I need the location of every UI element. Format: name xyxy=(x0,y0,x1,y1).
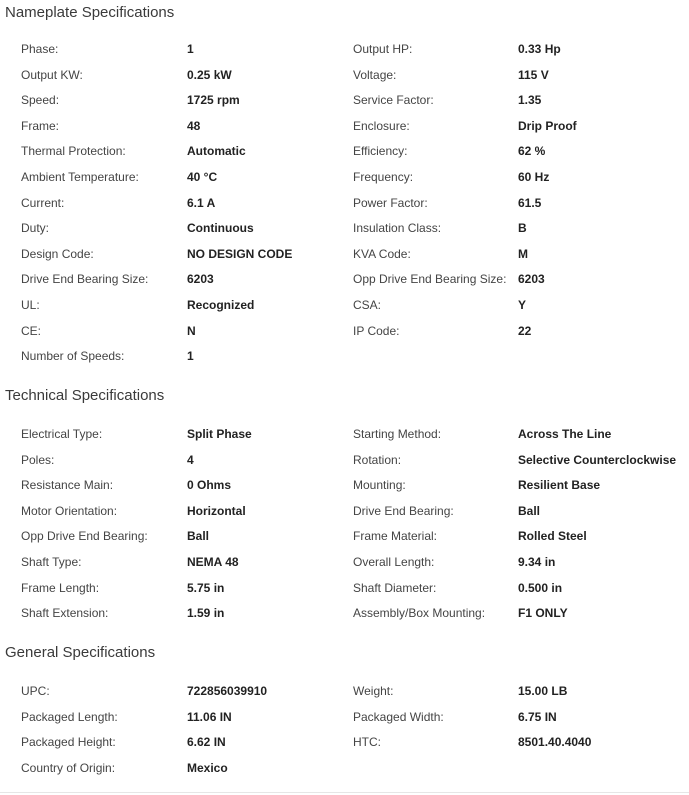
spec-label: Country of Origin: xyxy=(21,760,116,775)
spec-label: Ambient Temperature: xyxy=(21,169,139,184)
spec-row xyxy=(0,220,689,246)
spec-value: N xyxy=(187,323,196,338)
spec-label: Shaft Type: xyxy=(21,554,82,569)
spec-label: Frame: xyxy=(21,118,60,133)
spec-label: Insulation Class: xyxy=(353,221,442,236)
spec-label: CSA: xyxy=(353,297,382,312)
spec-row xyxy=(0,426,689,452)
spec-value: 8501.40.4040 xyxy=(518,735,592,750)
spec-label: CE: xyxy=(21,323,42,338)
spec-value: Selective Counterclockwise xyxy=(518,452,677,467)
spec-value: 722856039910 xyxy=(187,684,268,698)
spec-row xyxy=(0,452,689,478)
spec-row xyxy=(0,246,689,272)
spec-row xyxy=(0,605,689,631)
spec-value: 1725 rpm xyxy=(187,93,240,108)
spec-value: 0 Ohms xyxy=(187,478,232,493)
spec-value: Automatic xyxy=(187,144,246,159)
nameplate-grid xyxy=(0,41,689,374)
spec-label: HTC: xyxy=(353,735,381,750)
spec-label: Output HP: xyxy=(353,42,413,56)
spec-label: KVA Code: xyxy=(353,246,411,261)
general-title: General Specifications xyxy=(5,644,156,661)
spec-row xyxy=(0,195,689,221)
spec-row xyxy=(0,580,689,606)
spec-value: 0.33 Hp xyxy=(518,42,561,56)
spec-value: 5.75 in xyxy=(187,580,225,595)
spec-label: Motor Orientation: xyxy=(21,503,118,518)
general-grid xyxy=(0,683,689,785)
spec-value: 6203 xyxy=(187,272,214,287)
spec-label: Duty: xyxy=(21,221,50,236)
spec-value: F1 ONLY xyxy=(518,606,568,621)
spec-value: 1 xyxy=(187,42,194,56)
spec-value: 6.75 IN xyxy=(518,709,557,724)
spec-value: Recognized xyxy=(187,297,255,312)
spec-label: UPC: xyxy=(21,684,50,698)
bottom-divider xyxy=(0,792,689,793)
spec-label: Voltage: xyxy=(353,67,397,82)
spec-label: Rotation: xyxy=(353,452,402,467)
spec-value: Split Phase xyxy=(187,427,252,441)
spec-value: 1 xyxy=(187,349,194,364)
spec-value: Mexico xyxy=(187,760,228,775)
spec-value: 0.500 in xyxy=(518,580,563,595)
spec-label: Power Factor: xyxy=(353,195,428,210)
spec-label: Opp Drive End Bearing Size: xyxy=(353,272,507,287)
spec-label: Design Code: xyxy=(21,246,94,261)
spec-row xyxy=(0,271,689,297)
spec-label: Service Factor: xyxy=(353,93,434,108)
spec-row xyxy=(0,348,689,374)
spec-row xyxy=(0,477,689,503)
spec-label: Efficiency: xyxy=(353,144,408,159)
spec-value: 4 xyxy=(187,452,194,467)
spec-value: Ball xyxy=(187,529,210,544)
spec-label: Mounting: xyxy=(353,478,406,493)
spec-row xyxy=(0,297,689,323)
spec-label: Frame Length: xyxy=(21,580,100,595)
spec-value: Ball xyxy=(518,503,541,518)
spec-label: Speed: xyxy=(21,93,60,108)
spec-label: Opp Drive End Bearing: xyxy=(21,529,148,544)
spec-value: 22 xyxy=(518,323,532,338)
spec-value: 1.59 in xyxy=(187,606,225,621)
spec-label: Frequency: xyxy=(353,169,414,184)
spec-value: 0.25 kW xyxy=(187,67,232,82)
spec-value: Continuous xyxy=(187,221,254,236)
spec-value: NO DESIGN CODE xyxy=(187,246,293,261)
spec-row xyxy=(0,528,689,554)
spec-label: UL: xyxy=(21,297,40,312)
spec-value: Across The Line xyxy=(518,427,612,441)
spec-label: Packaged Height: xyxy=(21,735,116,750)
spec-label: Enclosure: xyxy=(353,118,410,133)
spec-label: Weight: xyxy=(353,684,394,698)
spec-label: IP Code: xyxy=(353,323,400,338)
spec-value: 1.35 xyxy=(518,93,542,108)
spec-value: Y xyxy=(518,297,527,312)
spec-label: Poles: xyxy=(21,452,55,467)
spec-label: Frame Material: xyxy=(353,529,438,544)
spec-label: Resistance Main: xyxy=(21,478,114,493)
spec-value: Rolled Steel xyxy=(518,529,587,544)
spec-label: Assembly/Box Mounting: xyxy=(353,606,486,621)
spec-row xyxy=(0,554,689,580)
spec-label: Electrical Type: xyxy=(21,427,103,441)
spec-label: Output KW: xyxy=(21,67,83,82)
spec-label: Thermal Protection: xyxy=(21,144,126,159)
spec-label: Packaged Length: xyxy=(21,709,118,724)
spec-row xyxy=(0,760,689,786)
spec-row xyxy=(0,683,689,709)
spec-row xyxy=(0,41,689,67)
spec-value: 6.1 A xyxy=(187,195,216,210)
spec-label: Current: xyxy=(21,195,65,210)
spec-label: Number of Speeds: xyxy=(21,349,125,364)
spec-label: Drive End Bearing: xyxy=(353,503,454,518)
spec-value: 11.06 IN xyxy=(187,709,232,724)
spec-row xyxy=(0,118,689,144)
spec-row xyxy=(0,323,689,349)
technical-grid xyxy=(0,426,689,631)
spec-value: 6.62 IN xyxy=(187,735,226,750)
spec-value: 115 V xyxy=(518,67,549,82)
spec-row xyxy=(0,143,689,169)
spec-value: 6203 xyxy=(518,272,545,287)
technical-title: Technical Specifications xyxy=(5,387,165,404)
spec-label: Packaged Width: xyxy=(353,709,444,724)
nameplate-title: Nameplate Specifications xyxy=(5,4,175,21)
spec-value: 61.5 xyxy=(518,195,542,210)
spec-value: 15.00 LB xyxy=(518,684,568,698)
spec-row xyxy=(0,169,689,195)
spec-row xyxy=(0,503,689,529)
spec-label: Starting Method: xyxy=(353,427,442,441)
spec-row xyxy=(0,67,689,93)
spec-label: Shaft Extension: xyxy=(21,606,109,621)
spec-value: B xyxy=(518,221,527,236)
spec-value: 62 % xyxy=(518,144,546,159)
spec-value: Drip Proof xyxy=(518,118,577,133)
spec-row xyxy=(0,92,689,118)
spec-value: Horizontal xyxy=(187,503,246,518)
spec-value: Resilient Base xyxy=(518,478,601,493)
spec-row xyxy=(0,709,689,735)
spec-label: Shaft Diameter: xyxy=(353,580,437,595)
spec-value: 48 xyxy=(187,118,201,133)
spec-value: 9.34 in xyxy=(518,554,556,569)
spec-value: 60 Hz xyxy=(518,169,550,184)
spec-value: M xyxy=(518,246,528,261)
spec-value: NEMA 48 xyxy=(187,554,239,569)
spec-label: Overall Length: xyxy=(353,554,435,569)
spec-row xyxy=(0,734,689,760)
spec-label: Phase: xyxy=(21,42,59,56)
spec-value: 40 °C xyxy=(187,169,218,184)
spec-label: Drive End Bearing Size: xyxy=(21,272,149,287)
